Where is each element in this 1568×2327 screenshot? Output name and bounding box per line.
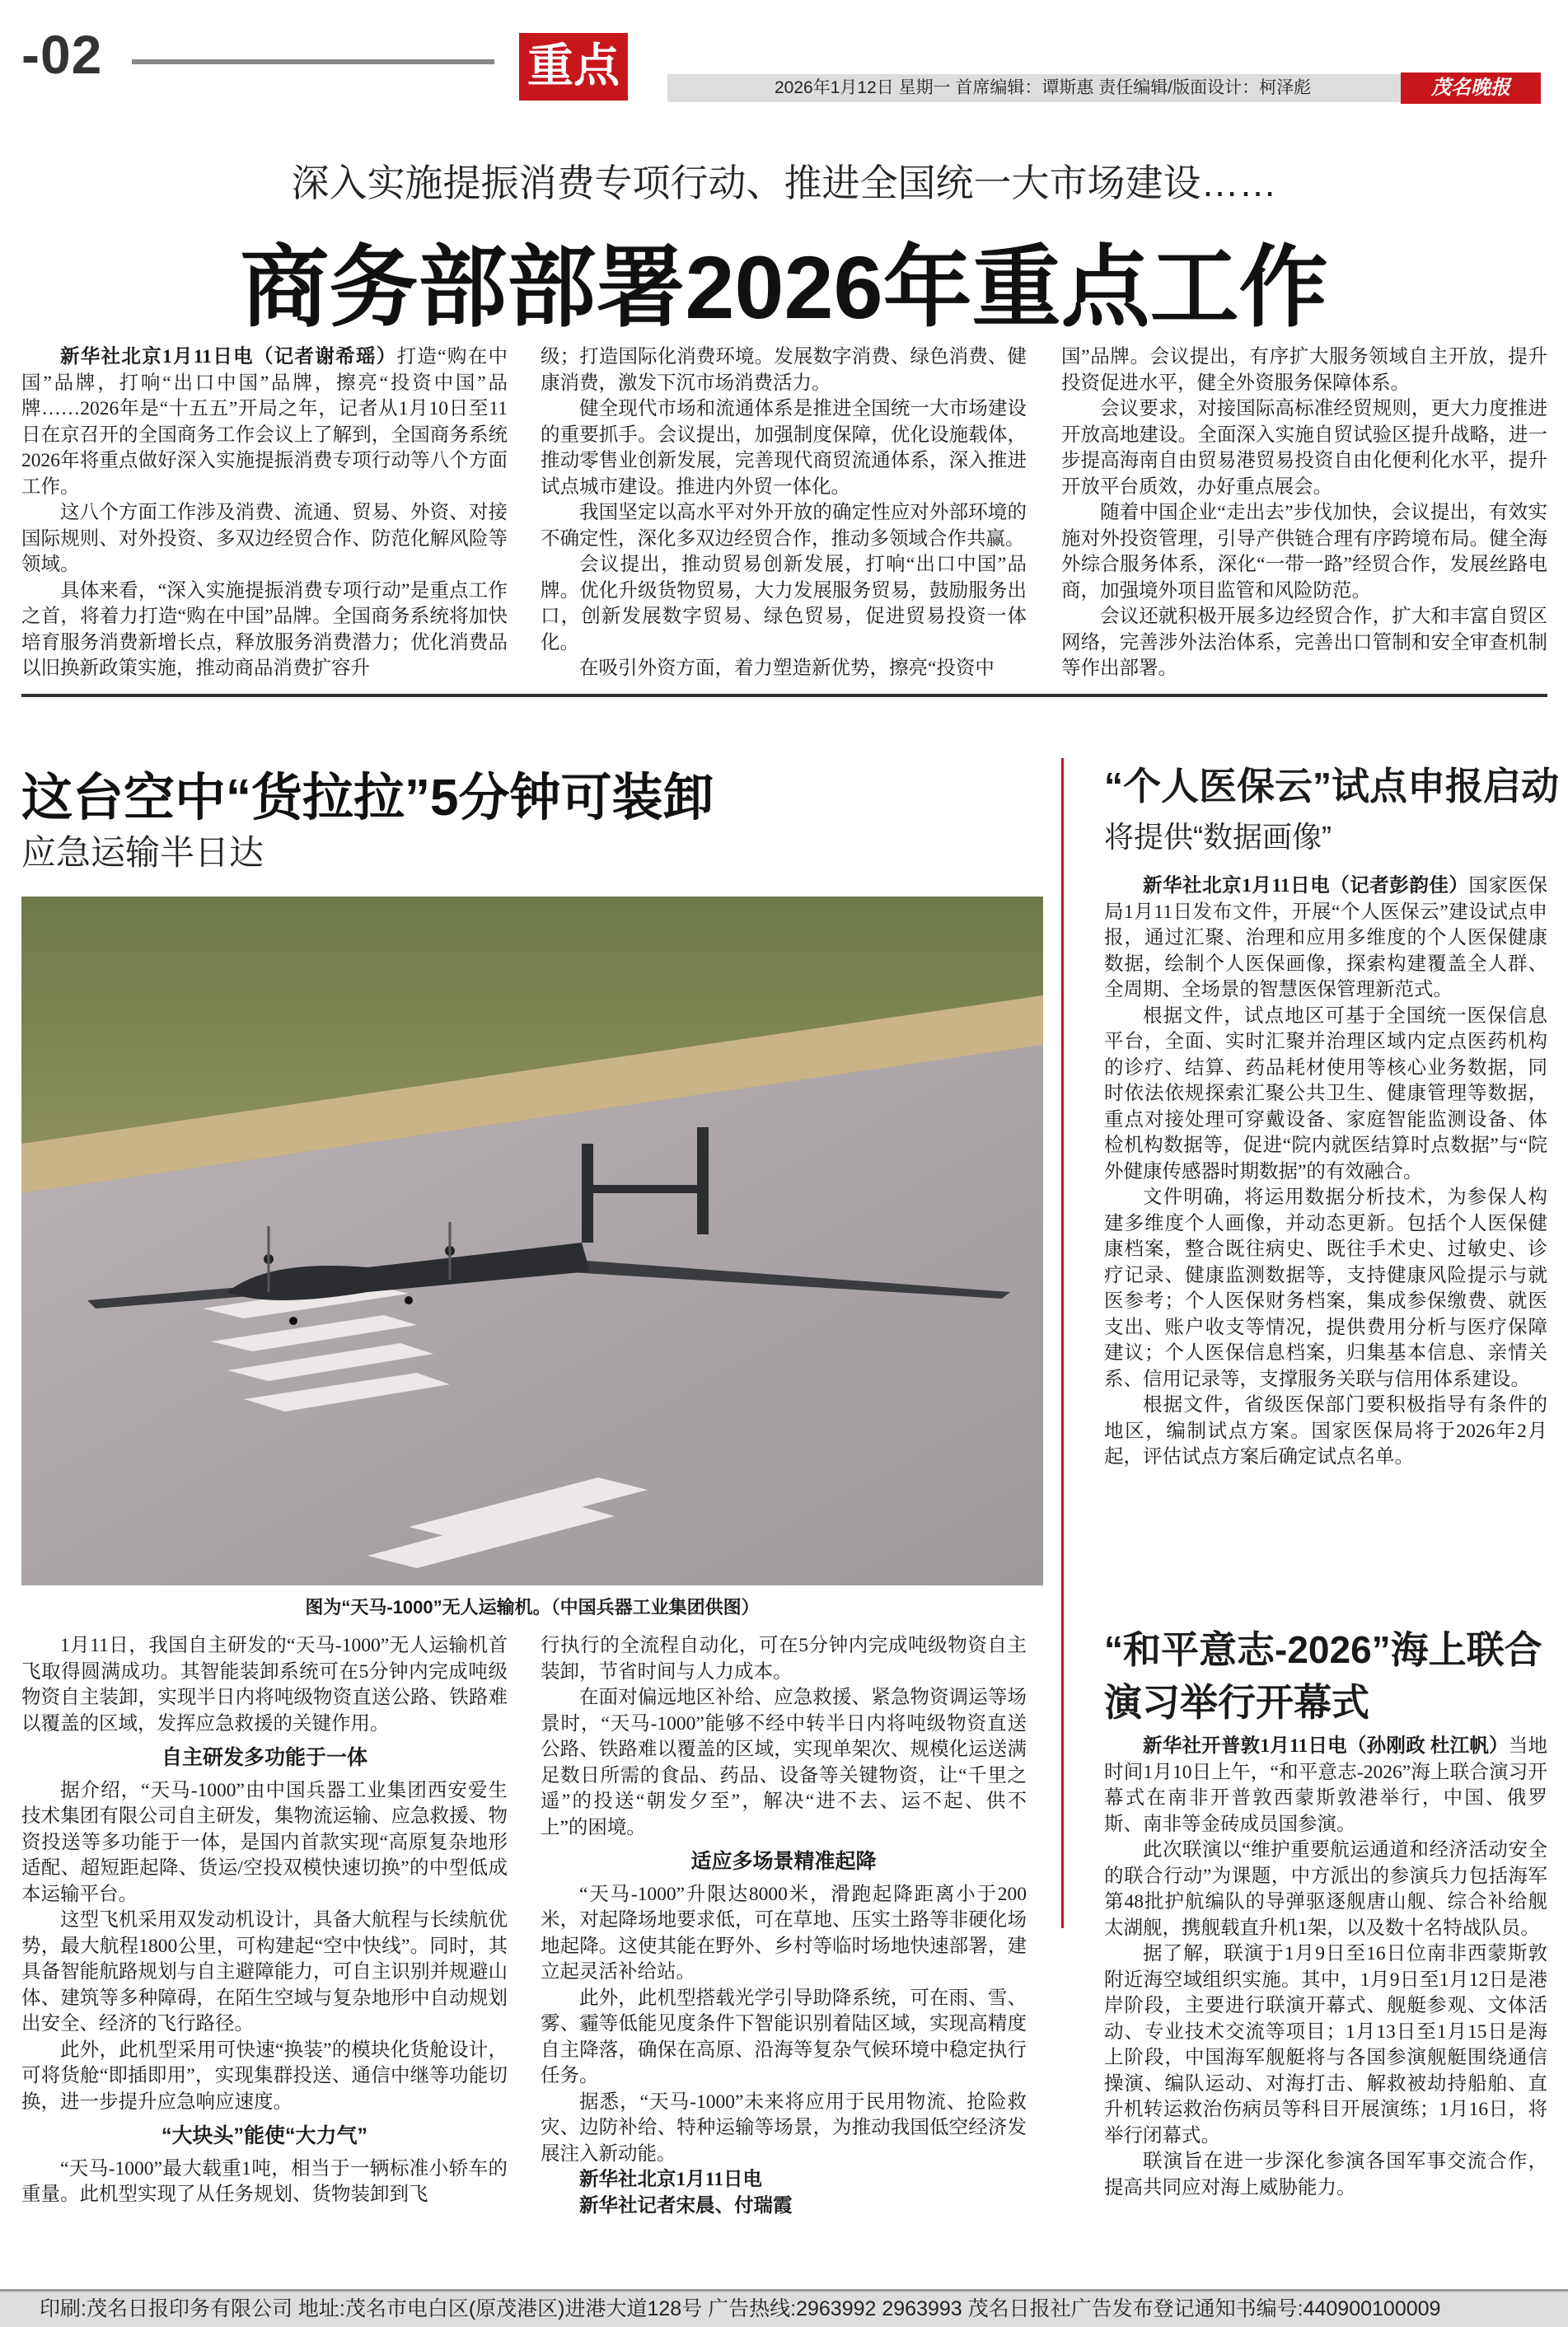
- lead-headline: 商务部部署2026年重点工作: [240, 237, 1328, 337]
- paragraph: 此外，此机型搭载光学引导助降系统，可在雨、雪、雾、霾等低能见度条件下智能识别着陆区域，实现高精度自主降落，确保在高原、沿海等复杂气候环境中稳定执行任务。: [541, 1987, 1027, 2086]
- drone-subheadline: 应急运输半日达: [21, 833, 264, 872]
- photo-caption: 图为“天马-1000”无人运输机。（中国兵器工业集团供图）: [305, 1597, 760, 1618]
- paragraph: 会议还就积极开展多边经贸合作，扩大和丰富自贸区网络，完善涉外法治体系，完善出口管制和安全审查机制等作出部署。: [1061, 606, 1547, 679]
- paragraph: 这八个方面工作涉及消费、流通、贸易、外资、对接国际规则、对外投资、多双边经贸合作、防范化解风险等领域。: [21, 502, 508, 575]
- navy-dateline: 新华社开普敦1月11日电（孙刚政 杜江帆）: [1143, 1735, 1509, 1757]
- column-divider: [1061, 758, 1064, 1928]
- paragraph: 此外，此机型采用可快速“换装”的模块化货舱设计，可将货舱“即插即用”，实现集群投送、通信中继等功能切换，进一步提升应急响应速度。: [21, 2039, 508, 2113]
- paragraph: “天马-1000”最大载重1吨，相当于一辆标准小轿车的重量。此机型实现了从任务规划、货物装卸到飞: [21, 2157, 508, 2205]
- paragraph: 根据文件，省级医保部门要积极指导有条件的地区，编制试点方案。国家医保局将于2026年2月起，评估试点方案后确定试点名单。: [1104, 1394, 1547, 1468]
- drone-photo: [21, 897, 1043, 1585]
- paragraph: 会议要求，对接国际高标准经贸规则，更大力度推进开放高地建设。全面深入实施自贸试验区提升战略，进一步提高海南自由贸易港贸易投资自由化便利化水平，提升开放平台质效，办好重点展会。: [1061, 398, 1547, 498]
- byline: 新华社记者宋晨、付瑞霞: [579, 2194, 793, 2217]
- medical-headline: “个人医保云”试点申报启动: [1104, 765, 1559, 808]
- section-divider: [21, 694, 1547, 697]
- drone-headline: 这台空中“货拉拉”5分钟可装卸: [21, 770, 714, 826]
- page-number: -02: [21, 24, 103, 85]
- lead-kicker: 深入实施提振消费专项行动、推进全国统一大市场建设……: [291, 162, 1277, 204]
- paragraph: “天马-1000”升限达8000米，滑跑起降距离小于200米，对起降场地要求低，可在草地、压实土路等非硬化场地起降。这使其能在野外、乡村等临时场地快速部署，建立起灵活补给站。: [541, 1883, 1027, 1983]
- paragraph: 国家医保局1月11日发布文件，开展“个人医保云”建设试点申报，通过汇聚、治理和应用多维度的个人医保健康数据，绘制个人医保画像，探索构建覆盖全人群、全周期、全场景的智慧医保管理新范式。: [1104, 875, 1548, 1000]
- paragraph: 在面对偏远地区补给、应急救援、紧急物资调运等场景时，“天马-1000”能够不经中转半日内将吨级物资直送公路、铁路难以覆盖的区域，实现单架次、规模化运送满足数日所需的食品、药品、设备等关键物资，让“千里之遥”的投送“朝发夕至”，解决“进不去、运不起、供不上”的困境。: [541, 1687, 1027, 1838]
- lead-column-2: [541, 344, 1027, 682]
- paragraph: 联演旨在进一步深化参演各国军事交流合作，提高共同应对海上威胁能力。: [1104, 2151, 1547, 2198]
- navy-headline: “和平意志-2026”海上联合演习举行开幕式: [1104, 1628, 1542, 1724]
- paragraph: 具体来看，“深入实施提振消费专项行动”是重点工作之首，将着力打造“购在中国”品牌。全国商务系统将加快培育服务消费新增长点，释放服务消费潜力；优化消费品以旧换新政策实施，推动商品消费扩容升: [21, 579, 508, 679]
- paragraph: 此次联演以“维护重要航运通道和经济活动安全的联合行动”为课题，中方派出的参演兵力包括海军第48批护航编队的导弹驱逐舰唐山舰、综合补给舰太湖舰，携舰载直升机1架，以及数十名特战队员。: [1104, 1839, 1547, 1939]
- paragraph: 据悉，“天马-1000”未来将应用于民用物流、抢险救灾、边防补给、特种运输等场景，为推动我国低空经济发展注入新动能。: [541, 2091, 1027, 2165]
- paragraph: 在吸引外资方面，着力塑造新优势，擦亮“投资中: [579, 658, 995, 679]
- paragraph: 这型飞机采用双发动机设计，具备大航程与长续航优势，最大航程1800公里，可构建起“空中快线”。同时，其具备智能航路规划与自主避障能力，可自主识别并规避山体、建筑等多种障碍，在陌生空域与复杂地形中自动规划出安全、经济的飞行路径。: [21, 1909, 508, 2034]
- lead-column-1: [21, 344, 508, 682]
- paragraph: 会议提出，推动贸易创新发展，打响“出口中国”品牌。优化升级货物贸易，大力发展服务贸易，鼓励服务出口，创新发展数字贸易、绿色贸易，促进贸易投资一体化。: [541, 554, 1027, 653]
- byline: 新华社北京1月11日电: [579, 2169, 762, 2190]
- medical-subheadline: 将提供“数据画像”: [1104, 820, 1332, 854]
- drone-column-2: [541, 1633, 1027, 2219]
- paragraph: 健全现代市场和流通体系是推进全国统一大市场建设的重要抓手。会议提出，加强制度保障，优化设施载体，推动零售业创新发展，完善现代商贸流通体系，深入推进试点城市建设。推进内外贸一体化。: [541, 398, 1027, 498]
- masthead-logo: 茂名晚报: [1401, 73, 1541, 104]
- drone-column-1: [21, 1633, 508, 2208]
- footer-bar: 印刷:茂名日报印务有限公司 地址:茂名市电白区(原茂港区)进港大道128号 广告热线:2963992 2963993 茂名日报社广告发布登记通知书编号:440900100009: [0, 2289, 1568, 2327]
- subhead: 适应多场景精准起降: [690, 1850, 877, 1873]
- paragraph: 据了解，联演于1月9日至16日位南非西蒙斯敦附近海空域组织实施。其中，1月9日至1月12日是港岸阶段，主要进行联演开幕式、舰艇参观、文体活动、专业技术交流等项目；1月13日至1月15日是海上阶段，中国海军舰艇将与各国参演舰艇围绕通信操演、编队运动、对海打击、解救被劫持船舶、直升机转运救治伤病员等科目开展演练；1月16日，将举行闭幕式。: [1104, 1943, 1547, 2147]
- paragraph: 1月11日，我国自主研发的“天马-1000”无人运输机首飞取得圆满成功。其智能装卸系统可在5分钟内完成吨级物资自主装卸，实现半日内将吨级物资直送公路、铁路难以覆盖的区域，发挥应急救援的关键作用。: [21, 1635, 508, 1735]
- subhead: 自主研发多功能于一体: [161, 1746, 367, 1769]
- header-rule: [132, 59, 494, 64]
- medical-dateline: 新华社北京1月11日电（记者彭韵佳）: [1143, 875, 1469, 897]
- paragraph: 国”品牌。会议提出，有序扩大服务领域自主开放，提升投资促进水平，健全外资服务保障体系。: [1061, 346, 1547, 394]
- subhead: “大块头”能使“大力气”: [161, 2124, 367, 2147]
- drone-photo-illustration: [21, 897, 1043, 1585]
- paragraph: 随着中国企业“走出去”步伐加快，会议提出，有效实施对外投资管理，引导产供链合理有序跨境布局。健全海外综合服务体系，深化“一带一路”经贸合作，发展丝路电商，加强境外项目监管和风险防范。: [1061, 502, 1547, 602]
- lead-dateline: 新华社北京1月11日电（记者谢希瑶）: [60, 346, 397, 368]
- medical-column: [1104, 873, 1547, 1471]
- paragraph: 文件明确，将运用数据分析技术，为参保人构建多维度个人画像，并动态更新。包括个人医保健康档案，整合既往病史、既往手术史、过敏史、诊疗记录、健康监测数据等，支持健康风险提示与就医参考；个人医保财务档案，集成参保缴费、就医支出、账户收支等情况，提供费用分析与医疗保障建议；个人医保信息档案，归集基本信息、亲情关系、信用记录等，支撑服务关联与信用体系建设。: [1104, 1187, 1547, 1390]
- paragraph: 当地时间1月10日上午，“和平意志-2026”海上联合演习开幕式在南非开普敦西蒙斯敦港举行，中国、俄罗斯、南非等金砖成员国参演。: [1104, 1735, 1548, 1835]
- lead-column-3: [1061, 344, 1547, 682]
- paragraph: 级；打造国际化消费环境。发展数字消费、绿色消费、健康消费，激发下沉市场消费活力。: [541, 346, 1027, 394]
- dateline-bar: 2026年1月12日 星期一 首席编辑：谭斯惠 责任编辑/版面设计：柯泽彪: [667, 74, 1537, 102]
- section-badge: 重点: [519, 33, 628, 101]
- paragraph: 根据文件，试点地区可基于全国统一医保信息平台，全面、实时汇聚并治理区域内定点医药机构的诊疗、结算、药品耗材使用等核心业务数据，同时依法依规探索汇聚公共卫生、健康管理等数据，重点对接处理可穿戴设备、家庭智能监测设备、体检机构数据等，促进“院内就医结算时点数据”与“院外健康传感器时期数据”的有效融合。: [1104, 1004, 1547, 1182]
- paragraph: 据介绍，“天马-1000”由中国兵器工业集团西安爱生技术集团有限公司自主研发，集物流运输、应急救援、物资投送等多功能于一体，是国内首款实现“高原复杂地形适配、超短距起降、货运/空投双模快速切换”的中型低成本运输平台。: [21, 1779, 508, 1905]
- paragraph: 打造“购在中国”品牌，打响“出口中国”品牌，擦亮“投资中国”品牌……2026年是“十五五”开局之年，记者从1月10日至11日在京召开的全国商务工作会议上了解到，全国商务系统2026年将重点做好深入实施提振消费专项行动等八个方面工作。: [21, 346, 508, 498]
- navy-column: [1104, 1734, 1547, 2201]
- paragraph: 我国坚定以高水平对外开放的确定性应对外部环境的不确定性，深化多双边经贸合作，推动多领域合作共赢。: [541, 502, 1027, 550]
- paragraph: 行执行的全流程自动化，可在5分钟内完成吨级物资自主装卸，节省时间与人力成本。: [541, 1635, 1027, 1683]
